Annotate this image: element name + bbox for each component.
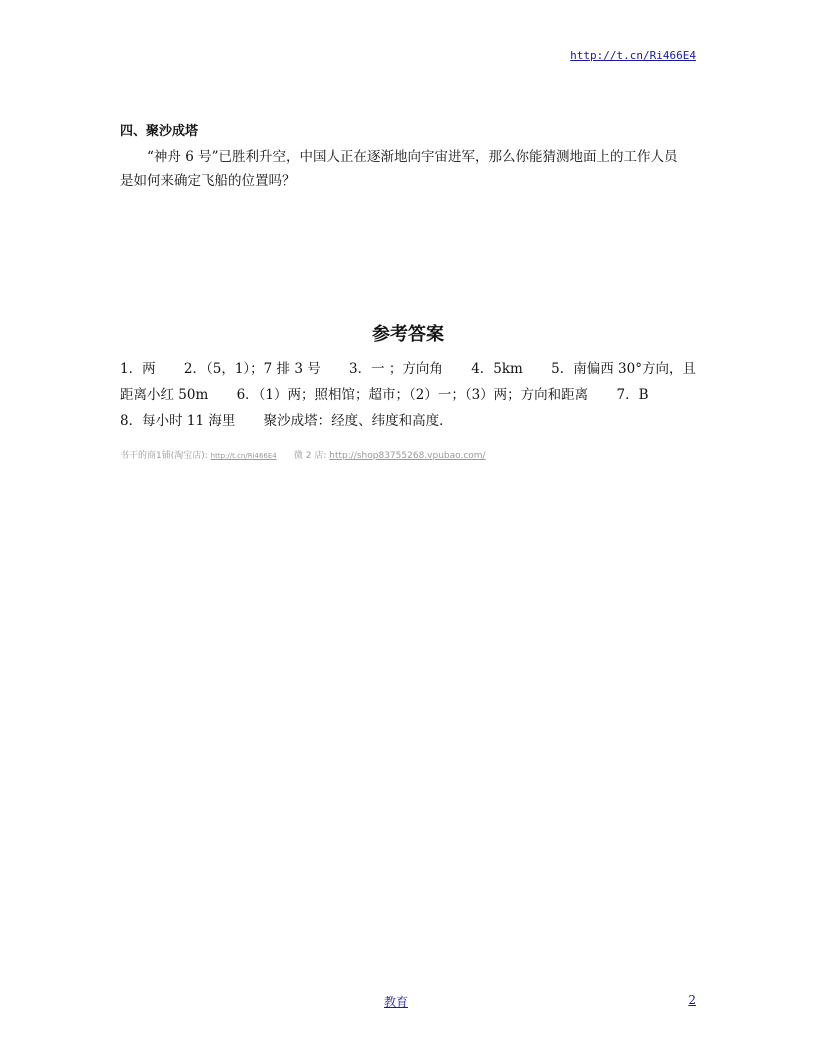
answer-1: 1．两	[120, 361, 156, 377]
answers-line1	[120, 356, 696, 382]
shop-info-line	[120, 448, 486, 461]
answers-line2	[120, 382, 696, 408]
answer-7: 7．B	[616, 387, 649, 403]
answers-block	[120, 356, 696, 434]
answer-8: 8．每小时 11 海里	[120, 413, 236, 429]
shop-link-1[interactable]: http://t.cn/Ri466E4	[210, 452, 277, 460]
answer-4: 4．5km	[471, 361, 523, 377]
question-paragraph-line1: “神舟 6 号”已胜利升空，中国人正在逐渐地向宇宙进军，那么你能猜测地面上的工作人员	[147, 148, 678, 165]
answers-line3	[120, 408, 696, 434]
shop-label-2: 微 2 店:	[293, 451, 327, 461]
header-link[interactable]: http://t.cn/Ri466E4	[570, 49, 696, 62]
question-section	[120, 120, 696, 194]
answer-3: 3．一 ；方向角	[349, 361, 443, 377]
question-paragraph-line2: 是如何来确定飞船的位置吗？	[120, 173, 296, 189]
footer-link[interactable]: 教育	[383, 995, 408, 1009]
answer-6: 6．（1）两；照相馆；超市；（2）一；（3）两；方向和距离	[236, 387, 589, 403]
answers-title: 参考答案	[372, 324, 444, 345]
answer-9: 聚沙成塔：经度、纬度和高度．	[263, 413, 453, 429]
page-number[interactable]: 2	[688, 993, 696, 1007]
answer-2: 2．（5，1）；7 排 3 号	[183, 361, 321, 377]
answer-5: 5．南偏西 30°方向，且	[551, 361, 696, 377]
shop-link-2[interactable]: http://shop83755268.vpubao.com/	[329, 451, 486, 461]
shop-label-1: 书干的商1铺(淘宝店):	[120, 451, 208, 461]
section-title: 四、聚沙成塔	[120, 124, 199, 139]
answer-5-continued: 距离小红 50m	[120, 387, 209, 403]
